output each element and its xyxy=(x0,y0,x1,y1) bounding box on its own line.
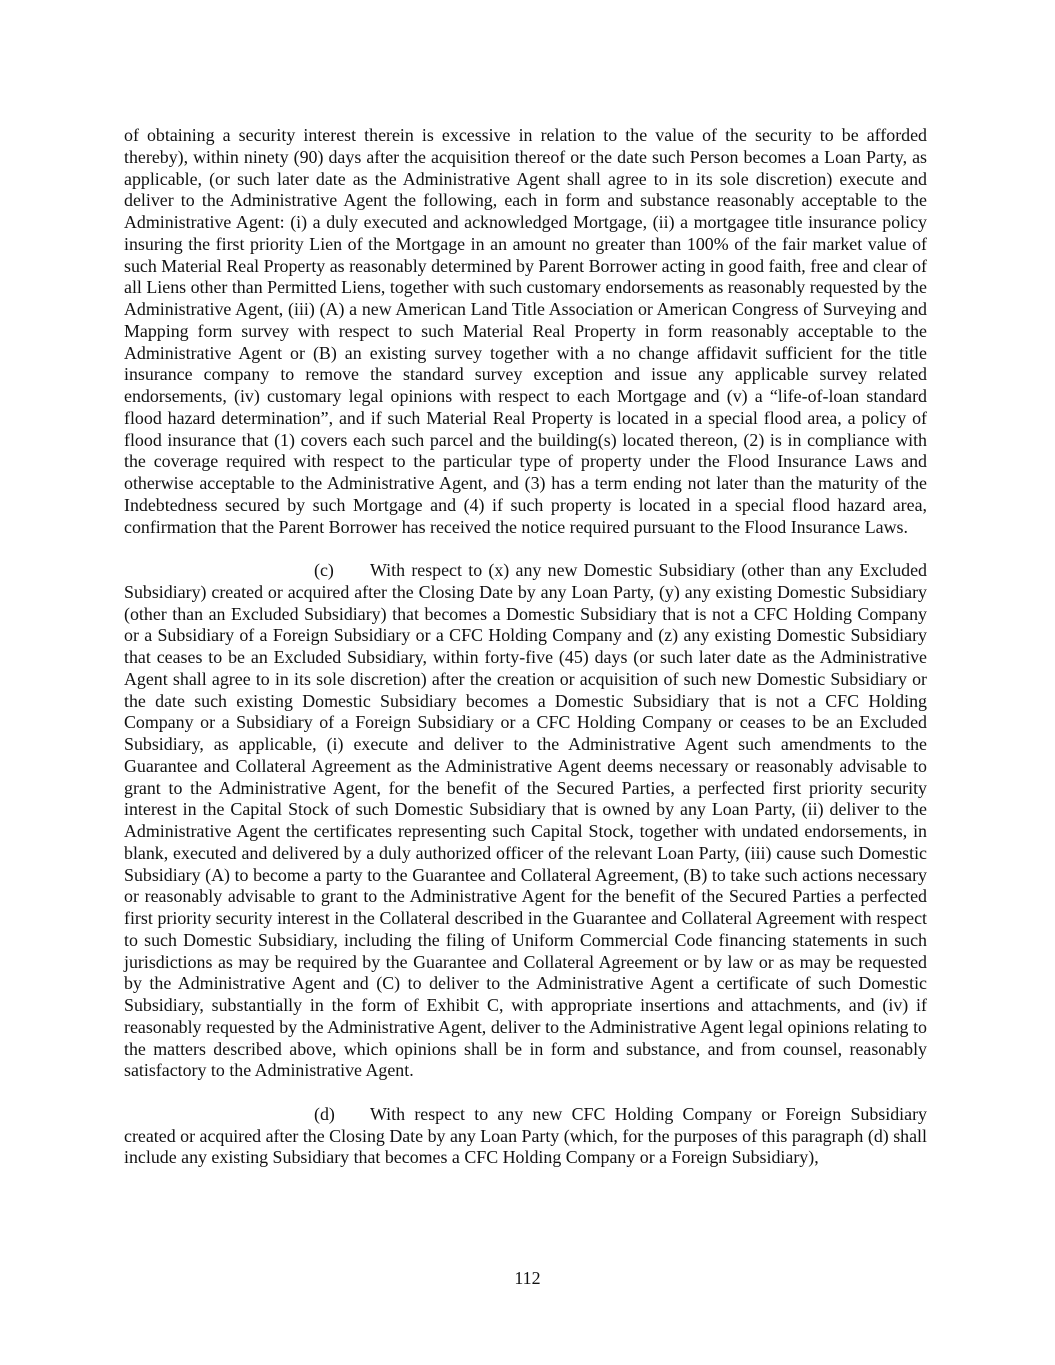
paragraph-d-marker: (d) xyxy=(314,1103,335,1124)
paragraph-c xyxy=(124,560,927,1082)
paragraph-continuation xyxy=(124,125,927,538)
paragraph-d xyxy=(124,1104,927,1169)
page-number: 112 xyxy=(514,1268,541,1288)
paragraph-c-text: With respect to (x) any new Domestic Subsidiary (other than any Excluded Subsidiary) created or acquired after the Closing Date by any Loan Party, (y) any existing Domestic Subsidiary (other than an Excluded Subsidiary) that becomes a Domestic Subsidiary that is not a CFC Holding Company or a Subsidiary of a Foreign Subsidiary or a CFC Holding Company and (z) any existing Domestic Subsidiary that ceases to be an Excluded Subsidiary, within forty-five (45) days (or such later date as the Administrative Agent shall agree to in its sole discretion) after the creation or acquisition of such new Domestic Subsidiary or the date such existing Domestic Subsidiary becomes a Domestic Subsidiary that is not a CFC Holding Company or a Subsidiary of a Foreign Subsidiary or a CFC Holding Company or ceases to be an Excluded Subsidiary, as applicable, (i) execute and deliver to the Administrative Agent such amendments to the Guarantee and Collateral Agreement as the Administrative Agent deems necessary or reasonably advisable to grant to the Administrative Agent, for the benefit of the Secured Parties, a perfected first priority security interest in the Capital Stock of such Domestic Subsidiary that is owned by any Loan Party, (ii) deliver to the Administrative Agent the certificates representing such Capital Stock, together with undated endorsements, in blank, executed and delivered by a duly authorized officer of the relevant Loan Party, (iii) cause such Domestic Subsidiary (A) to become a party to the Guarantee and Collateral Agreement, (B) to take such actions necessary or reasonably advisable to grant to the Administrative Agent for the benefit of the Secured Parties a perfected first priority security interest in the Collateral described in the Guarantee and Collateral Agreement with respect to such Domestic Subsidiary, including the filing of Uniform Commercial Code financing statements in such jurisdictions as may be required by the Guarantee and Collateral Agreement or by law or as may be requested by the Administrative Agent and (C) to deliver to the Administrative Agent a certificate of such Domestic Subsidiary, substantially in the form of Exhibit C, with appropriate insertions and attachments, and (iv) if reasonably requested by the Administrative Agent, deliver to the Administrative Agent legal opinions relating to the matters described above, which opinions shall be in form and substance, and from counsel, reasonably satisfactory to the Administrative Agent. xyxy=(124,560,927,1081)
paragraph-continuation-text: of obtaining a security interest therein is excessive in relation to the value of the security to be afforded thereby), within ninety (90) days after the acquisition thereof or the date such Person becomes a Loan Party, as applicable, (or such later date as the Administrative Agent shall agree to in its sole discretion) execute and deliver to the Administrative Agent the following, each in form and substance reasonably acceptable to the Administrative Agent: (i) a duly executed and acknowledged Mortgage, (ii) a mortgagee title insurance policy insuring the first priority Lien of the Mortgage in an amount no greater than 100% of the fair market value of such Material Real Property as reasonably determined by Parent Borrower acting in good faith, free and clear of all Liens other than Permitted Liens, together with such customary endorsements as reasonably requested by the Administrative Agent, (iii) (A) a new American Land Title Association or American Congress of Surveying and Mapping form survey with respect to such Material Real Property in form reasonably acceptable to the Administrative Agent or (B) an existing survey together with a no change affidavit sufficient for the title insurance company to remove the standard survey exception and issue any applicable survey related endorsements, (iv) customary legal opinions with respect to each Mortgage and (v) a “life-of-loan standard flood hazard determination”, and if such Material Real Property is located in a special flood area, a policy of flood insurance that (1) covers each such parcel and the building(s) located thereon, (2) is in compliance with the coverage required with respect to the particular type of property under the Flood Insurance Laws and otherwise acceptable to the Administrative Agent, and (3) has a term ending not later than the maturity of the Indebtedness secured by such Mortgage and (4) if such property is located in a special flood hazard area, confirmation that the Parent Borrower has received the notice required pursuant to the Flood Insurance Laws. xyxy=(124,125,927,537)
paragraph-c-marker: (c) xyxy=(314,560,334,580)
document-page xyxy=(124,125,927,1169)
paragraph-d-text: With respect to any new CFC Holding Company or Foreign Subsidiary created or acquired after the Closing Date by any Loan Party (which, for the purposes of this paragraph (d) shall include any existing Subsidiary that becomes a CFC Holding Company or a Foreign Subsidiary), xyxy=(124,1103,927,1168)
